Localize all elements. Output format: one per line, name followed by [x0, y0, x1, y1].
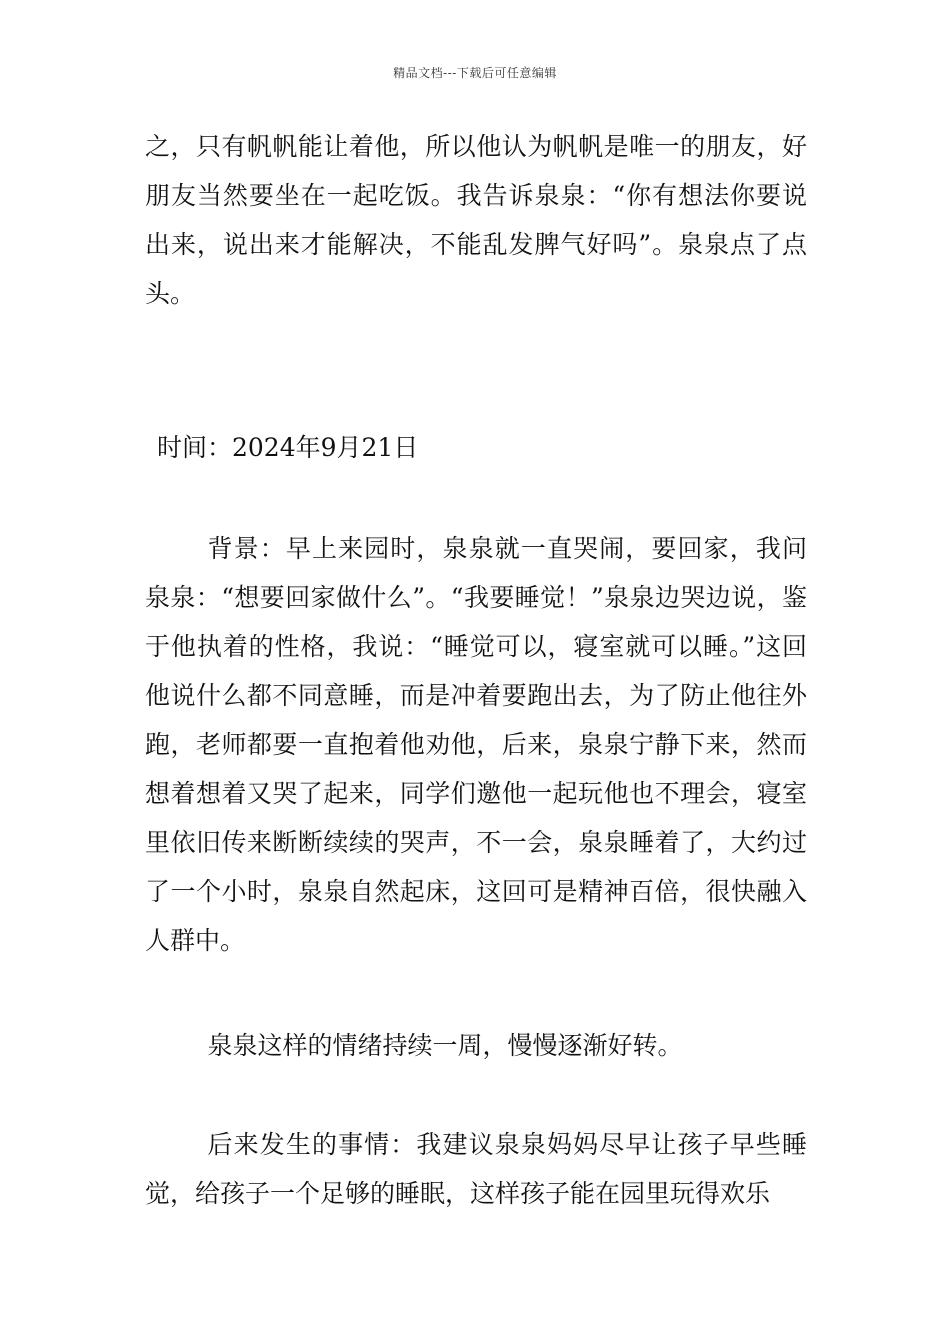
paragraph-continuation: 之，只有帆帆能让着他，所以他认为帆帆是唯一的朋友，好朋友当然要坐在一起吃饭。我告诉泉泉：“你有想法你要说出来，说出来才能解决，不能乱发脾气好吗”。泉泉点了点头。 [145, 132, 807, 308]
paragraph-block-4 [145, 1021, 807, 1070]
paragraph-block-2 [145, 423, 807, 472]
paragraph-followup: 后来发生的事情：我建议泉泉妈妈尽早让孩子早些睡觉，给孩子一个足够的睡眠，这样孩子能在园里玩得欢乐 [145, 1130, 807, 1208]
paragraph-mood-summary: 泉泉这样的情绪持续一周，慢慢逐渐好转。 [207, 1031, 683, 1060]
paragraph-block-3 [145, 524, 807, 965]
paragraph-block-1 [145, 122, 807, 318]
document-header: 精品文档---下载后可任意编辑 [393, 66, 557, 80]
date-line: 时间：2024年9月21日 [157, 433, 419, 462]
paragraph-block-5 [145, 1120, 807, 1218]
paragraph-background: 背景：早上来园时，泉泉就一直哭闹，要回家，我问泉泉：“想要回家做什么”。“我要睡觉！”泉泉边哭边说，鉴于他执着的性格，我说：“睡觉可以，寝室就可以睡。”这回他说什么都不同意睡，而是冲着要跑出去，为了防止他往外跑，老师都要一直抱着他劝他，后来，泉泉宁静下来，然而想着想着又哭了起来，同学们邀他一起玩他也不理会，寝室里依旧传来断断续续的哭声，不一会，泉泉睡着了，大约过了一个小时，泉泉自然起床，这回可是精神百倍，很快融入人群中。 [145, 534, 807, 955]
